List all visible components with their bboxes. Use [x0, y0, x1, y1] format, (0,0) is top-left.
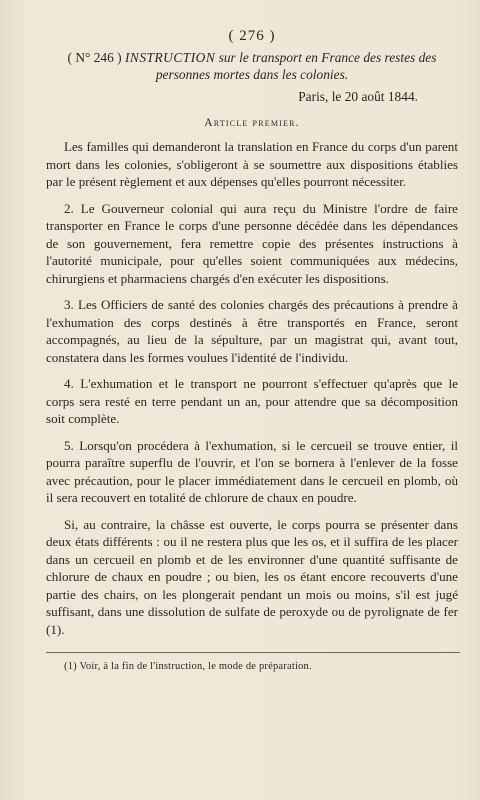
paragraph-3: 3. Les Officiers de santé des colonies chargés des précautions à prendre à l'exhumation des corps destinés à être transportés en France, seront accompagnés, au lieu de la sépulture, par un magistrat qui, avant tout, constatera dans les formes voulues l'identité de l'individu.: [46, 297, 458, 365]
paragraph-5: 5. Lorsqu'on procédera à l'exhumation, si le cercueil se trouve entier, il pourra paraître superflu de l'ouvrir, et l'on se bornera à l'enlever de la fosse avec précaution, pour le placer immédiatement dans le cercueil en plomb, où il sera recouvert en totalité de chlorure de chaux en poudre.: [46, 437, 458, 505]
paragraph-6: Si, au contraire, la châsse est ouverte, le corps pourra se présenter dans deux états différents : ou il ne restera plus que les os, et il suffira de les placer dans un cercueil en plomb et de les environner d'une quantité suffisante de chlorure de chaux en poudre ; ou bien, les os étant encore recouverts d'une partie des chairs, on les plongerait pendant un mois ou moins, s'il est jugé suffisant, dans une dissolution de sulfate de peroxyde ou de pyrolignate de fer (1).: [46, 516, 458, 637]
document-number: ( N° 246 ): [67, 50, 122, 65]
dateline: Paris, le 20 août 1844.: [298, 89, 418, 104]
paragraph-2: 2. Le Gouverneur colonial qui aura reçu du Ministre l'ordre de faire transporter en France le corps d'une personne décédée dans les dépendances de son gouvernement, fera remettre copie des présentes instructions à l'autorité municipale, pour qu'elles soient communiquées aux médecins, chirurgiens et pharmaciens chargés d'en exécuter les dispositions.: [46, 200, 458, 286]
title-heading: INSTRUCTION: [124, 50, 216, 65]
footnote: (1) Voir, à la fin de l'instruction, le mode de préparation.: [64, 661, 312, 672]
paragraph-1: Les familles qui demanderont la translation en France du corps d'un parent mort dans les colonies, s'obligeront à se soumettre aux dispositions établies par le présent règlement et aux dépenses qu'elles pourront nécessiter.: [46, 139, 458, 189]
paragraph-4: 4. L'exhumation et le transport ne pourront s'effectuer qu'après que le corps sera resté en terre pendant un an, pour attendre que sa décomposition soit complète.: [46, 376, 458, 426]
document-title: [46, 49, 458, 83]
page-number: ( 276 ): [228, 28, 276, 44]
article-heading: Article premier.: [204, 117, 300, 129]
title-subject: sur le transport en France des restes des personnes mortes dans les colonies.: [155, 50, 437, 82]
footnote-divider: [46, 652, 460, 653]
